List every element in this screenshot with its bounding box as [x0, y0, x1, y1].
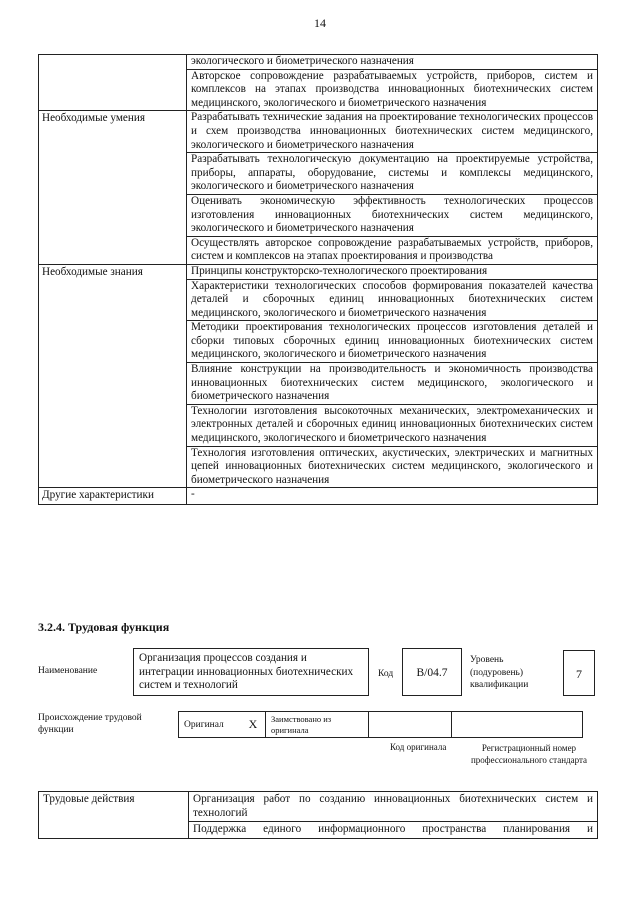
row-label-actions: Трудовые действия — [39, 792, 189, 839]
row-label-other: Другие характеристики — [39, 488, 187, 505]
origin-borrowed-label: Заимствовано из оригинала — [266, 712, 369, 738]
code-label: Код — [378, 669, 394, 679]
origin-reg-caption: Регистрационный номер профессионального стандарта — [470, 743, 588, 765]
function-name-box: Организация процессов создания и интеграции инновационных биотехнических систем и технологий — [133, 648, 369, 696]
table-row — [39, 264, 598, 279]
table-row — [39, 111, 598, 153]
origin-code-cell — [369, 712, 452, 738]
code-value: В/04.7 — [402, 648, 462, 696]
table-cell: Разрабатывать технические задания на проектирование технологических процессов и схем производства инновационных биотехнических систем медицинского, экологического и биометрического назначения — [187, 111, 598, 153]
section-heading: 3.2.4. Трудовая функция — [38, 620, 170, 634]
origin-label: Происхождение трудовой функции — [38, 713, 142, 735]
origin-mark: X — [241, 712, 266, 738]
table-cell: Организация работ по созданию инновационных биотехнических систем и технологий — [189, 792, 598, 822]
table-cell: Влияние конструкции на производительность и экономичность производства инновационных биотехнических систем медицинского, экологического и биометрического назначения — [187, 363, 598, 405]
page-number: 14 — [314, 16, 326, 30]
origin-original-label: Оригинал — [179, 712, 242, 738]
table-cell: Оценивать экономическую эффективность технологических процессов изготовления инновационных биотехнических систем медицинского, экологического и биометрического назначения — [187, 194, 598, 236]
origin-reg-cell — [452, 712, 583, 738]
table-row — [39, 792, 598, 822]
table-cell: - — [187, 488, 598, 505]
origin-table — [178, 711, 583, 738]
row-label-skills: Необходимые умения — [39, 111, 187, 265]
requirements-table — [38, 54, 598, 505]
table-cell: Осуществлять авторское сопровождение разрабатываемых устройств, приборов, систем и комплексов на этапах проектирования и производства — [187, 236, 598, 264]
table-cell: Технология изготовления оптических, акустических, электрических и магнитных цепей инновационных биотехнических систем медицинского, экологического и биометрического назначения — [187, 446, 598, 488]
origin-code-caption: Код оригинала — [390, 742, 447, 752]
table-cell: Разрабатывать технологическую документацию на проектируемые устройства, приборы, аппараты, оборудование, системы и комплексы медицинского, экологического и биометрического назначения — [187, 153, 598, 195]
table-row — [39, 488, 598, 505]
table-cell: Принципы конструкторско-технологического проектирования — [187, 264, 598, 279]
table-cell: Авторское сопровождение разрабатываемых устройств, приборов, систем и комплексов на этапах производства инновационных биотехнических систем медицинского, экологического и биометрического назначения — [187, 69, 598, 111]
table-cell: Характеристики технологических способов формирования показателей качества деталей и сборочных единиц инновационных биотехнических систем медицинского, экологического и биометрического назначения — [187, 279, 598, 321]
row-label — [39, 55, 187, 111]
table-cell: Технологии изготовления высокоточных механических, электромеханических и электронных деталей и сборочных единиц инновационных биотехнических систем медицинского, экологического и биометрического назначения — [187, 404, 598, 446]
table-cell: экологического и биометрического назначения — [187, 55, 598, 70]
name-label: Наименование — [38, 666, 98, 676]
table-cell: Методики проектирования технологических процессов изготовления деталей и сборки типовых сборочных единиц инновационных биотехнических систем медицинского, экологического и биометрического назначения — [187, 321, 598, 363]
table-cell: Поддержка единого информационного пространства планирования и — [189, 822, 598, 839]
level-label: Уровень (подуровень) квалификации — [470, 655, 529, 690]
actions-table — [38, 791, 598, 839]
row-label-knowledge: Необходимые знания — [39, 264, 187, 488]
table-row — [39, 55, 598, 70]
level-value: 7 — [563, 650, 595, 696]
